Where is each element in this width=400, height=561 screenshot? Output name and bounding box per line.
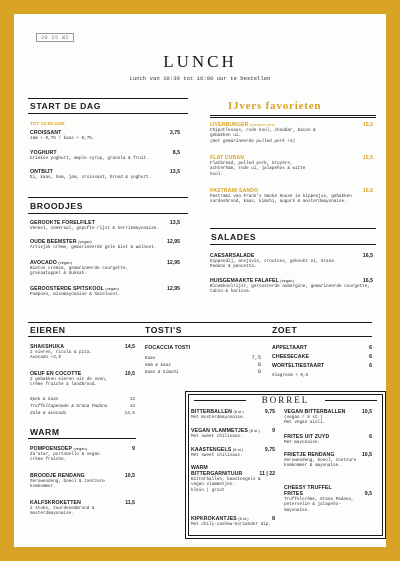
menu-item <box>210 278 373 295</box>
item-desc: Bloemkoolrijst, geroosterde aubergine, gemarineerde courgette, tahin & harissa. <box>210 284 370 295</box>
item-extra: klein | groot <box>191 487 225 493</box>
item-desc: Met sweet chilisaus. <box>191 453 243 458</box>
page-subtitle: Lunch van 10:30 tot 16:00 uur te bestellen <box>129 75 271 82</box>
menu-item <box>272 345 372 351</box>
item-name: ONTBIJT <box>30 169 53 175</box>
divider <box>28 322 372 323</box>
item-name: FLAT CUBAN <box>210 155 245 161</box>
menu-item <box>210 253 373 270</box>
item-price: 16,5 <box>362 253 373 259</box>
item-name: FRIETJE RENDANG <box>284 452 335 458</box>
item-name: YOGHURT <box>30 150 57 156</box>
item-desc: Griekse yoghurt, maple syrup, granola & fruit. <box>30 156 149 161</box>
menu-item <box>191 447 275 458</box>
item-extra: Avocado +2,5 <box>30 355 61 361</box>
item-desc: Met sweet chilisaus. <box>191 434 243 439</box>
item-name: VEGAN BITTERBALLEN <box>284 409 346 415</box>
sub-option <box>30 404 135 409</box>
item-name: HUISGEMAAKTE FALAFEL (vegan) <box>210 278 294 284</box>
item-price: 8 <box>272 516 275 522</box>
item-desc: Pompoen, misomayonaise & hazelnoot. <box>30 292 121 297</box>
menu-item <box>284 485 372 513</box>
item-name: GEROOKTE FORELFILET <box>30 220 96 226</box>
item-name: PASTRAMI SANDO <box>210 188 259 194</box>
section-title-eieren: EIEREN <box>30 325 66 335</box>
item-price: 16,5 <box>362 278 373 284</box>
menu-item <box>284 452 372 469</box>
item-desc: Met mosterdmayonaise. <box>191 415 246 420</box>
date-stamp: 20 25 WI <box>36 33 74 42</box>
item-desc: Serowendeng, boeol & zoetzure komkommer. <box>30 479 105 490</box>
item-desc: Pastrami van Frank's Smoke House in kippenjus, gebakken surdesbrood, kaas, kimchi, augurk & mosterdmayonaise. <box>210 194 352 205</box>
menu-item <box>284 434 372 445</box>
tosti-name: FOCACCIA TOSTI <box>145 345 191 351</box>
item-desc: Flatbread, pulled pork, Gruyère, achterham, rode ui, jalapeños & witte kool. <box>210 161 306 177</box>
sub-option <box>30 411 135 416</box>
item-price: 10,5 <box>361 409 372 415</box>
tosti-option <box>145 362 261 368</box>
divider <box>194 400 246 401</box>
divider <box>210 244 376 245</box>
menu-item <box>272 363 372 369</box>
item-price: 6 <box>369 434 372 440</box>
item-price: 10,5 <box>124 473 135 479</box>
menu-item <box>30 150 180 161</box>
sub-label: Spek & kaas <box>30 397 59 402</box>
tosti-label: Kaas & kimchi <box>145 370 179 375</box>
menu-item <box>30 500 135 517</box>
item-name: GEROOSTERDE SPITSKOOL (vegan) <box>30 286 119 292</box>
section-title-tostis: TOSTI'S <box>145 325 183 335</box>
sub-label: Truffeltapenade & Grana Padano <box>30 404 108 409</box>
item-price: 9 <box>272 428 275 434</box>
sub-label: Zalm & avocado <box>30 411 67 416</box>
item-price: 12,95 <box>167 260 180 266</box>
divider <box>28 336 372 337</box>
menu-page <box>14 14 386 547</box>
menu-item <box>191 409 275 420</box>
item-price: 10,5 <box>124 371 135 377</box>
menu-item <box>30 239 180 250</box>
item-desc: Met vegan aioli. <box>284 420 326 426</box>
item-price: 15,5 <box>362 122 373 128</box>
item-desc: Jam + 0,75 / kaas + 0,75. <box>30 136 95 141</box>
menu-item <box>284 409 372 426</box>
divider <box>325 400 377 401</box>
item-price: 16,5 <box>362 188 373 194</box>
item-price: 8,5 <box>172 150 180 156</box>
menu-item <box>191 428 275 439</box>
menu-item <box>30 260 180 277</box>
menu-item <box>191 465 275 493</box>
divider <box>28 197 188 198</box>
section-title-borrel: BORREL <box>261 395 310 405</box>
item-desc: Bietus cremsa, gemarineerde courgette, granaatappel & dukkah. <box>30 266 128 277</box>
section-title-start: START DE DAG <box>30 101 102 111</box>
item-extra: (met gemarineerde pulled pork +3) <box>210 138 296 144</box>
item-desc: 2 gebakken eieren uit de oven, crème fraîche & landbrood. <box>30 377 108 388</box>
item-name: BITTERBALLEN (8 st.) <box>191 409 244 415</box>
item-desc: Serowendeng, boeol, zoetzure komkommer & mayonaise. <box>284 458 357 469</box>
item-desc: 2 eieren, ricola & pita. <box>30 350 92 355</box>
item-price: 9,5 <box>364 491 372 497</box>
menu-item <box>210 188 373 205</box>
sub-price: 13 <box>129 404 135 409</box>
item-desc: Za'atar, portobello & vegan crème fraîche. <box>30 452 100 463</box>
item-price: 14,5 <box>124 344 135 350</box>
item-price: 12,95 <box>167 239 180 245</box>
item-name: OUDE BEEMSTER (vegan) <box>30 239 92 245</box>
menu-item <box>30 446 135 463</box>
zoet-note: Slagroom + 0,5 <box>272 373 309 378</box>
menu-item <box>272 354 372 360</box>
item-price: 10,5 <box>361 452 372 458</box>
item-name: BROODJE RENDANG <box>30 473 85 479</box>
item-desc: Eippendij, ansjovis, croutons, gekookt ei, Grana Padano & pancetta. <box>210 259 334 270</box>
menu-item <box>30 220 180 231</box>
item-name: FRITES UIT ZUYD <box>284 434 330 440</box>
item-desc: 2 stuks, zuurdesembrood & mosterdmayonaise. <box>30 506 95 517</box>
divider <box>28 213 188 214</box>
sub-option <box>30 397 135 402</box>
menu-item <box>210 122 373 144</box>
item-price: 9,75 <box>264 447 275 453</box>
item-price: 6 <box>369 354 372 360</box>
item-price: 3,75 <box>169 130 180 136</box>
menu-item <box>30 371 135 388</box>
item-name: WORTELTIESTAART <box>272 363 325 369</box>
double-divider <box>210 115 376 118</box>
item-name: CHEESY TRUFFEL FRITES <box>284 485 332 497</box>
divider <box>28 98 188 99</box>
item-desc: Met mayonaise. <box>284 440 321 445</box>
divider <box>210 228 376 229</box>
item-name: KAASTENGELS (8 st.) <box>191 447 244 453</box>
sub-price: 14,5 <box>124 411 135 416</box>
page-title: LUNCH <box>163 52 237 71</box>
sub-price: 13 <box>129 397 135 402</box>
item-desc: Met chili-cashew-koriander dip. <box>191 522 271 527</box>
item-price: 9 <box>132 446 135 452</box>
item-tag: (vegan / 8 st.) <box>284 415 323 420</box>
menu-item <box>191 516 275 527</box>
divider <box>28 113 188 114</box>
menu-item <box>30 286 180 297</box>
item-name: POMPOENSOEP (vegan) <box>30 446 88 452</box>
section-title-warm: WARM <box>30 427 60 437</box>
item-name: AVOCADO (vegan) <box>30 260 72 266</box>
tosti-price: 8 <box>257 369 261 375</box>
tosti-option <box>145 369 261 375</box>
item-price: 13,5 <box>169 220 180 226</box>
section-title-ijvers: IJvers favorieten <box>228 100 322 112</box>
item-desc: Truffelcrème, Grana Padano, peterselie & jalapeño-mayonaise. <box>284 497 354 513</box>
item-price: 6 <box>369 363 372 369</box>
menu-item <box>30 473 135 490</box>
item-name: WARM BITTERGARNITUUR <box>191 465 243 477</box>
item-name: KIPKROKANTJES (6 st.) <box>191 516 249 522</box>
item-desc: Venkel, zeekraal, gepofte rijst & kerriemayonaise. <box>30 226 159 231</box>
start-note: TOT 12:00 UUR <box>30 121 65 126</box>
item-name: CHEESECAKE <box>272 354 310 360</box>
item-price: 6 <box>369 345 372 351</box>
item-price: 11 | 22 <box>259 471 275 477</box>
tosti-price: 7,5 <box>251 355 261 361</box>
item-name: IJVERBURGER (medium-rare) <box>210 122 276 128</box>
item-name: APPELTAART <box>272 345 308 351</box>
item-name: CAESARSALADE <box>210 253 255 259</box>
divider <box>28 438 136 439</box>
section-title-salades: SALADES <box>211 232 257 242</box>
menu-item <box>30 169 180 180</box>
item-name: VEGAN VLAMMETJES (8 st.) <box>191 428 260 434</box>
item-price: 11,5 <box>125 500 135 506</box>
item-name: OEUF EN COCOTTE <box>30 371 82 377</box>
tosti-label: Kaas <box>145 356 156 361</box>
menu-item <box>210 155 373 177</box>
item-name: SHAKSHUKA <box>30 344 65 350</box>
tosti-price: 8 <box>257 362 261 368</box>
menu-item <box>30 130 180 141</box>
tosti-option <box>145 355 261 361</box>
item-desc: Bitterballen, kaastengels & vegan vlammetjes. <box>191 477 261 488</box>
item-price: 9,75 <box>264 409 275 415</box>
item-name: CROISSANT <box>30 130 62 136</box>
item-price: 12,95 <box>167 286 180 292</box>
item-desc: Ei, kaas, ham, jam, croissant, brood & yoghurt. <box>30 175 152 180</box>
item-price: 15,5 <box>362 155 373 161</box>
item-desc: Artisjok crème, gemarineerde gele biet & walnoot. <box>30 245 157 250</box>
item-price: 13,5 <box>169 169 180 175</box>
section-title-zoet: ZOET <box>272 325 298 335</box>
menu-item <box>30 344 135 361</box>
item-desc: Chipotlesaus, rode kool, cheddar, bacon & gebakken ui. <box>210 128 316 139</box>
section-title-broodjes: BROODJES <box>30 201 84 211</box>
tosti-label: Ham & kaas <box>145 363 171 368</box>
item-name: KALFSKROKETTEN <box>30 500 81 506</box>
